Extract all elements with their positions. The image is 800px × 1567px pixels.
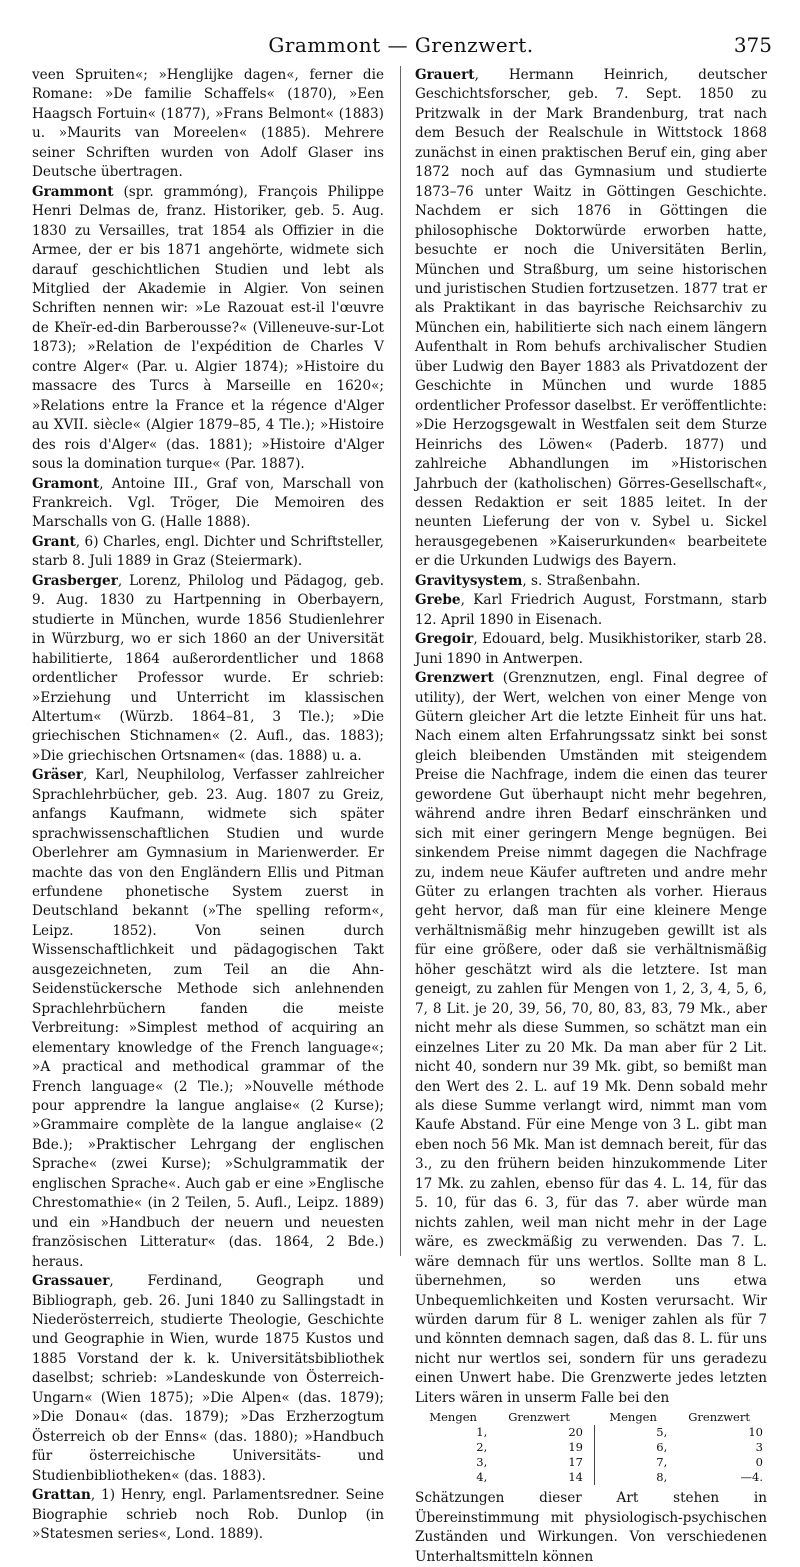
dictionary-entry [415,591,767,630]
table-cell: 0 [755,1455,763,1470]
dictionary-entry [32,475,384,533]
entry-body: (spr. grammóng), François Philippe Henri Delmas de, franz. Historiker, geb. 5. Aug. 1830 zu Versailles, trat 1854 als Offizier in die Armee, der er bis 1871 angehörte, widmete sich darauf geschichtlichen Studien und lebt als Mitglied der Akademie in Algier. Von seinen Schriften nennen wir: »Le Razouat est-il l'œuvre de Kheïr-ed-din Barberousse?« (Villeneuve-sur-Lot 1873); »Relation de l'expédition de Charles V contre Alger« (Par. u. Algier 1874); »Histoire du massacre des Turcs à Marseille en 1620«; »Relations entre la France et la régence d'Alger au XVII. siècle« (Algier 1879–85, 4 Tle.); »Histoire des rois d'Alger« (das. 1881); »Histoire d'Alger sous la domination turque« (Par. 1887). [32,183,384,473]
table-cell: 1, [476,1425,488,1440]
dictionary-entry [32,1272,384,1486]
dictionary-entry [415,572,767,591]
table-cell: 7, [656,1455,668,1470]
column-header-menge: Mengen [429,1410,477,1425]
entry-headword: Grammont [32,183,114,200]
entry-headword: Grant [32,533,76,550]
table-row [415,1470,767,1485]
table-cell: 8, [656,1470,668,1485]
table-row [415,1455,767,1470]
entry-headword: Grauert [415,67,475,83]
table-cell: —4. [740,1470,763,1485]
column-header-menge: Mengen [609,1410,657,1425]
right-column-tail: Schätzungen dieser Art stehen in Übereinstimmung mit physiologisch-psychischen Zuständen und Wirkungen. Von verschiedenen Unterhaltsmitteln können [415,1490,767,1565]
dictionary-entry [415,630,767,669]
column-header-grenzwert: Grenzwert [508,1410,570,1425]
table-cell: 3, [476,1455,488,1470]
table-cell: 10 [748,1425,763,1440]
entry-body: (Grenznutzen, engl. Final degree of utility), der Wert, welchen von einer Menge von Gütern gleicher Art die letzte Einheit für uns hat. Nach einem alten Erfahrungssatz sinkt bei sonst gleich bleibenden Umständen mit steigendem Preise die Nachfrage, indem die einen das teurer gewordene Gut überhaupt nicht mehr begehren, während andre ihren Bedarf einschränken und sich mit einer geringern Menge begnügen. Bei sinkendem Preise nimmt dagegen die Nachfrage zu, indem neue Käufer auftreten und andre mehr Güter zu erlangen trachten als vorher. Hieraus geht hervor, daß man für eine kleinere Menge verhältnismäßig mehr hinzugeben gewillt ist als für eine größere, oder daß sie verhältnismäßig höher geschätzt wird als die letztere. Ist man geneigt, zu zahlen für Mengen von 1, 2, 3, 4, 5, 6, 7, 8 Lit. je 20, 39, 56, 70, 80, 83, 83, 79 Mk., aber nicht mehr als diese Summen, so schätzt man ein einzelnes Liter zu 20 Mk. Da man aber für 2 Lit. nicht 40, sondern nur 39 Mk. gibt, so bemißt man den Wert des 2. L. auf 19 Mk. Denn sobald mehr als diese Summe verlangt wird, nimmt man vom Kaufe Abstand. Für eine Menge von 3 L. gibt man eben noch 56 Mk. Man ist demnach bereit, für das 3., zu den frühern beiden hinzukommende Liter 17 Mk. zu zahlen, ebenso für das 4. L. 14, für das 5. 10, für das 6. 3, für das 7. aber würde man nichts zahlen, weil man nicht mehr in der Lage wäre, es zweckmäßig zu verwenden. Das 7. L. wäre demnach für uns wertlos. Sollte man 8 L. übernehmen, so werden uns etwa Unbequemlichkeiten und Kosten verursacht. Wir würden darum für 8 L. weniger zahlen als für 7 und könnten demnach sagen, daß das 8. L. für uns nicht nur wertlos sei, sondern für uns geradezu einen Unwert habe. Die Grenzwerte jedes letzten Liters wären in unserm Falle bei den [415,670,767,1406]
entry-body: , Karl Friedrich August, Forstmann, starb 12. April 1890 in Eisenach. [415,592,767,628]
column-divider [400,66,401,1256]
dictionary-entry [32,183,384,475]
dictionary-entry [32,533,384,572]
entry-body: , Antoine III., Graf von, Marschall von Frankreich. Vgl. Tröger, Die Memoiren des Marschalls von G. (Halle 1888). [32,475,384,531]
table-cell: 17 [568,1455,583,1470]
left-column [32,66,384,1544]
table-cell: 6, [656,1440,668,1455]
dictionary-entry [32,572,384,767]
entry-headword: Gräser [32,767,84,784]
entry-headword: Grasberger [32,572,118,589]
right-column [415,66,767,1567]
page-header [30,33,772,59]
table-row [415,1440,767,1455]
running-title: Grammont — Grenzwert. [268,33,534,57]
entry-body: , s. Straßenbahn. [522,572,641,589]
entry-headword: Grattan [32,1487,91,1504]
entry-body: veen Spruiten«; »Henglijke dagen«, ferner die Romane: »De familie Schaffels« (1870), »Een Haagsch Fortuin« (1877), »Frans Belmont« (1883) u. »Maurits van Moreelen« (1885). Mehrere seiner Schriften wurden von Adolf Glaser ins Deutsche übertragen. [32,67,384,181]
entry-body: , Ferdinand, Geograph und Bibliograph, geb. 26. Juni 1840 zu Sallingstadt in Niederösterreich, studierte Theologie, Geschichte und Geographie in Wien, wurde 1875 Kustos und 1885 Vorstand der k. k. Universitätsbibliothek daselbst; schrieb: »Landeskunde von Österreich-Ungarn« (Wien 1875); »Die Alpen« (das. 1879); »Die Donau« (das. 1879); »Das Erzherzogtum Österreich ob der Enns« (das. 1880); »Handbuch für österreichische Universitäts- und Studienbibliotheken« (das. 1883). [32,1273,384,1484]
table-cell: 4, [476,1470,488,1485]
entry-headword: Gramont [32,475,100,492]
table-cell: 3 [755,1440,763,1455]
entry-headword: Gregoir [415,631,474,648]
entry-headword: Grassauer [32,1273,110,1290]
table-cell: 2, [476,1440,488,1455]
table-header-row [415,1410,767,1425]
entry-headword: Grenzwert [415,670,494,687]
table-row [415,1425,767,1440]
entry-body: , 1) Henry, engl. Parlamentsredner. Seine Biographie schrieb noch Rob. Dunlop (in »Statesmen series«, Lond. 1889). [32,1487,384,1542]
table-cell: 5, [656,1425,668,1440]
dictionary-entry [415,66,767,572]
entry-body: , Hermann Heinrich, deutscher Geschichtsforscher, geb. 7. Sept. 1850 zu Pritzwalk in der Mark Brandenburg, trat nach dem Besuch der Realschule in Wittstock 1868 zunächst in einen praktischen Beruf ein, ging aber 1872 noch auf das Gymnasium und studierte 1873–76 unter Waitz in Göttingen Geschichte. Nachdem er sich 1876 in Göttingen die philosophische Doktorwürde erworben hatte, besuchte er noch die Universitäten Berlin, München und Straßburg, um seine historischen und juristischen Studien fortzusetzen. 1877 trat er als Praktikant in das bayrische Reichsarchiv zu München ein, habilitierte sich nach einem längern Aufenthalt in Rom behufs archivalischer Studien über Ludwig den Bayer 1883 als Privatdozent der Geschichte in München und wurde 1885 ordentlicher Professor daselbst. Er veröffentlichte: »Die Herzogsgewalt in Westfalen seit dem Sturze Heinrichs des Löwen« (Paderb. 1877) und zahlreiche Abhandlungen im »Historischen Jahrbuch der (katholischen) Görres-Gesellschaft«, dessen Redaktion er seit 1885 leitet. In der neunten Lieferung der von v. Sybel u. Sickel herausgegebenen »Kaiserurkunden« bearbeitete er die Urkunden Ludwigs des Bayern. [415,67,767,570]
dictionary-entry [32,1486,384,1544]
table-cell: 19 [568,1440,583,1455]
entry-body: , Lorenz, Philolog und Pädagog, geb. 9. Aug. 1830 zu Hartpenning in Oberbayern, studierte in München, wurde 1856 Studienlehrer in Würzburg, wo er sich 1860 an der Universität habilitierte, 1864 außerordentlicher und 1868 ordentlicher Professor wurde. Er schrieb: »Erziehung und Unterricht im klassischen Altertum« (Würzb. 1864–81, 3 Tle.); »Die griechischen Stichnamen« (2. Aufl., das. 1883); »Die griechischen Ortsnamen« (das. 1888) u. a. [32,572,384,764]
dictionary-entry [32,766,384,1272]
entry-body: , 6) Charles, engl. Dichter und Schriftsteller, starb 8. Juli 1889 in Graz (Steiermark). [32,533,384,570]
dictionary-entry [415,669,767,1408]
page-number: 375 [733,33,772,57]
entry-headword: Grebe [415,592,461,609]
column-header-grenzwert: Grenzwert [688,1410,750,1425]
table-cell: 20 [568,1425,583,1440]
table-cell: 14 [568,1470,583,1485]
grenzwert-table [415,1410,767,1485]
entry-headword: Gravitysystem [415,572,523,589]
entry-body: , Karl, Neuphilolog, Verfasser zahlreicher Sprachlehrbücher, geb. 23. Aug. 1807 zu Greiz, anfangs Kaufmann, widmete sich später sprachwissenschaftlichen Studien und wurde Oberlehrer am Gymnasium in Marienwerder. Er machte das von den Engländern Ellis und Pitman erfundene phonetische System zuerst in Deutschland bekannt (»The spelling reform«, Leipz. 1852). Von seinen durch Wissenschaftlichkeit und pädagogischen Takt ausgezeichneten, zum Teil an die Ahn-Seidenstückersche Methode sich anlehnenden Sprachlehrbüchern fanden die meiste Verbreitung: »Simplest method of acquiring an elementary knowledge of the French language«; »A practical and methodical grammar of the French language« (2 Tle.); »Nouvelle méthode pour apprendre la langue anglaise« (2 Kurse); »Grammaire complète de la langue anglaise« (2 Bde.); »Praktischer Lehrgang der englischen Sprache« (zwei Kurse); »Schulgrammatik der englischen Sprache«. Auch gab er eine »Englische Chrestomathie« (in 2 Teilen, 5. Aufl., Leipz. 1889) und ein »Handbuch der neuern und neuesten französischen Litteratur« (das. 1864, 2 Bde.) heraus. [32,767,384,1270]
dictionary-entry [32,66,384,183]
entry-body: , Edouard, belg. Musikhistoriker, starb 28. Juni 1890 in Antwerpen. [415,631,767,667]
